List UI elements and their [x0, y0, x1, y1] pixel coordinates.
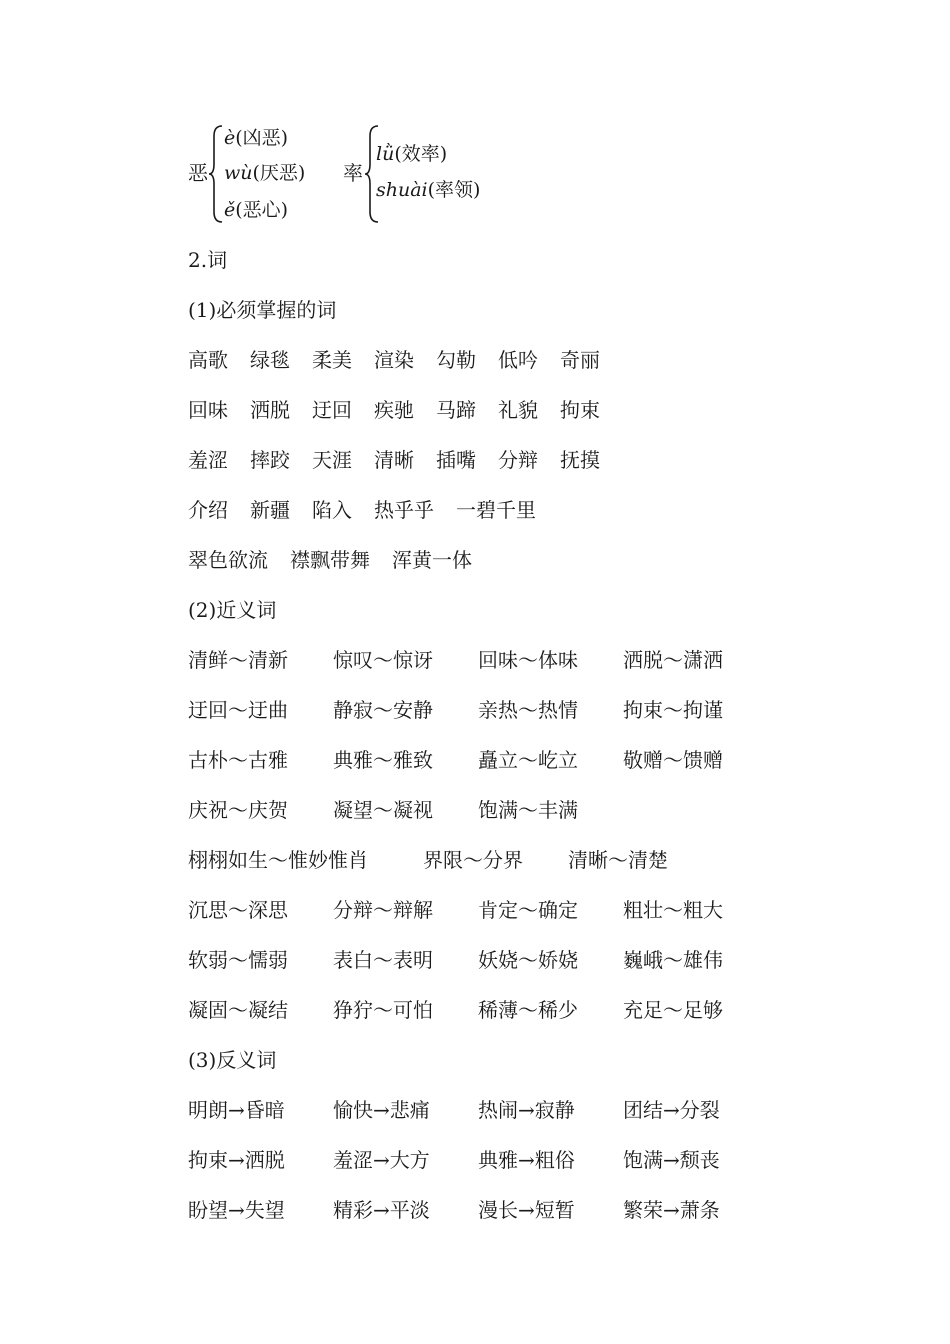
synonym-row: 迂回～迂曲 静寂～安静 亲热～热情 拘束～拘谨: [188, 698, 723, 722]
polyphone-char: 率: [343, 161, 363, 185]
synonym-row: 软弱～懦弱 表白～表明 妖娆～娇娆 巍峨～雄伟: [188, 948, 723, 972]
polyphone-char: 恶: [188, 161, 208, 185]
word-row: 介绍 新疆 陷入 热乎乎 一碧千里: [188, 498, 536, 522]
reading-row: shuài(率领): [376, 179, 481, 201]
synonym-row: 清鲜～清新 惊叹～惊讶 回味～体味 洒脱～潇洒: [188, 648, 723, 672]
synonym-row: 庆祝～庆贺 凝望～凝视 饱满～丰满: [188, 798, 578, 822]
synonym-row: 凝固～凝结 狰狞～可怕 稀薄～稀少 充足～足够: [188, 998, 723, 1022]
word-row: 回味 洒脱 迂回 疾驰 马蹄 礼貌 拘束: [188, 398, 600, 422]
antonym-row: 盼望→失望 精彩→平淡 漫长→短暂 繁荣→萧条: [188, 1198, 720, 1222]
subsection-heading: (3)反义词: [188, 1048, 277, 1072]
subsection-heading: (1)必须掌握的词: [188, 298, 337, 322]
synonym-row: 古朴～古雅 典雅～雅致 矗立～屹立 敬赠～馈赠: [188, 748, 723, 772]
synonym-row: 沉思～深思 分辩～辩解 肯定～确定 粗壮～粗大: [188, 898, 723, 922]
subsection-heading: (2)近义词: [188, 598, 277, 622]
antonym-row: 拘束→洒脱 羞涩→大方 典雅→粗俗 饱满→颓丧: [188, 1148, 720, 1172]
word-row: 羞涩 摔跤 天涯 清晰 插嘴 分辩 抚摸: [188, 448, 600, 472]
antonym-row: 明朗→昏暗 愉快→悲痛 热闹→寂静 团结→分裂: [188, 1098, 720, 1122]
synonym-row: 栩栩如生～惟妙惟肖 界限～分界 清晰～清楚: [188, 848, 668, 872]
reading-row: ě(恶心): [224, 199, 289, 221]
left-brace-icon: [364, 124, 380, 224]
word-row: 翠色欲流 襟飘带舞 浑黄一体: [188, 548, 472, 572]
reading-row: lǜ(效率): [376, 143, 448, 165]
section-heading: 2.词: [188, 248, 228, 272]
reading-row: è(凶恶): [224, 127, 289, 149]
word-row: 高歌 绿毯 柔美 渲染 勾勒 低吟 奇丽: [188, 348, 600, 372]
reading-row: wù(厌恶): [224, 162, 306, 184]
left-brace-icon: [208, 124, 224, 224]
